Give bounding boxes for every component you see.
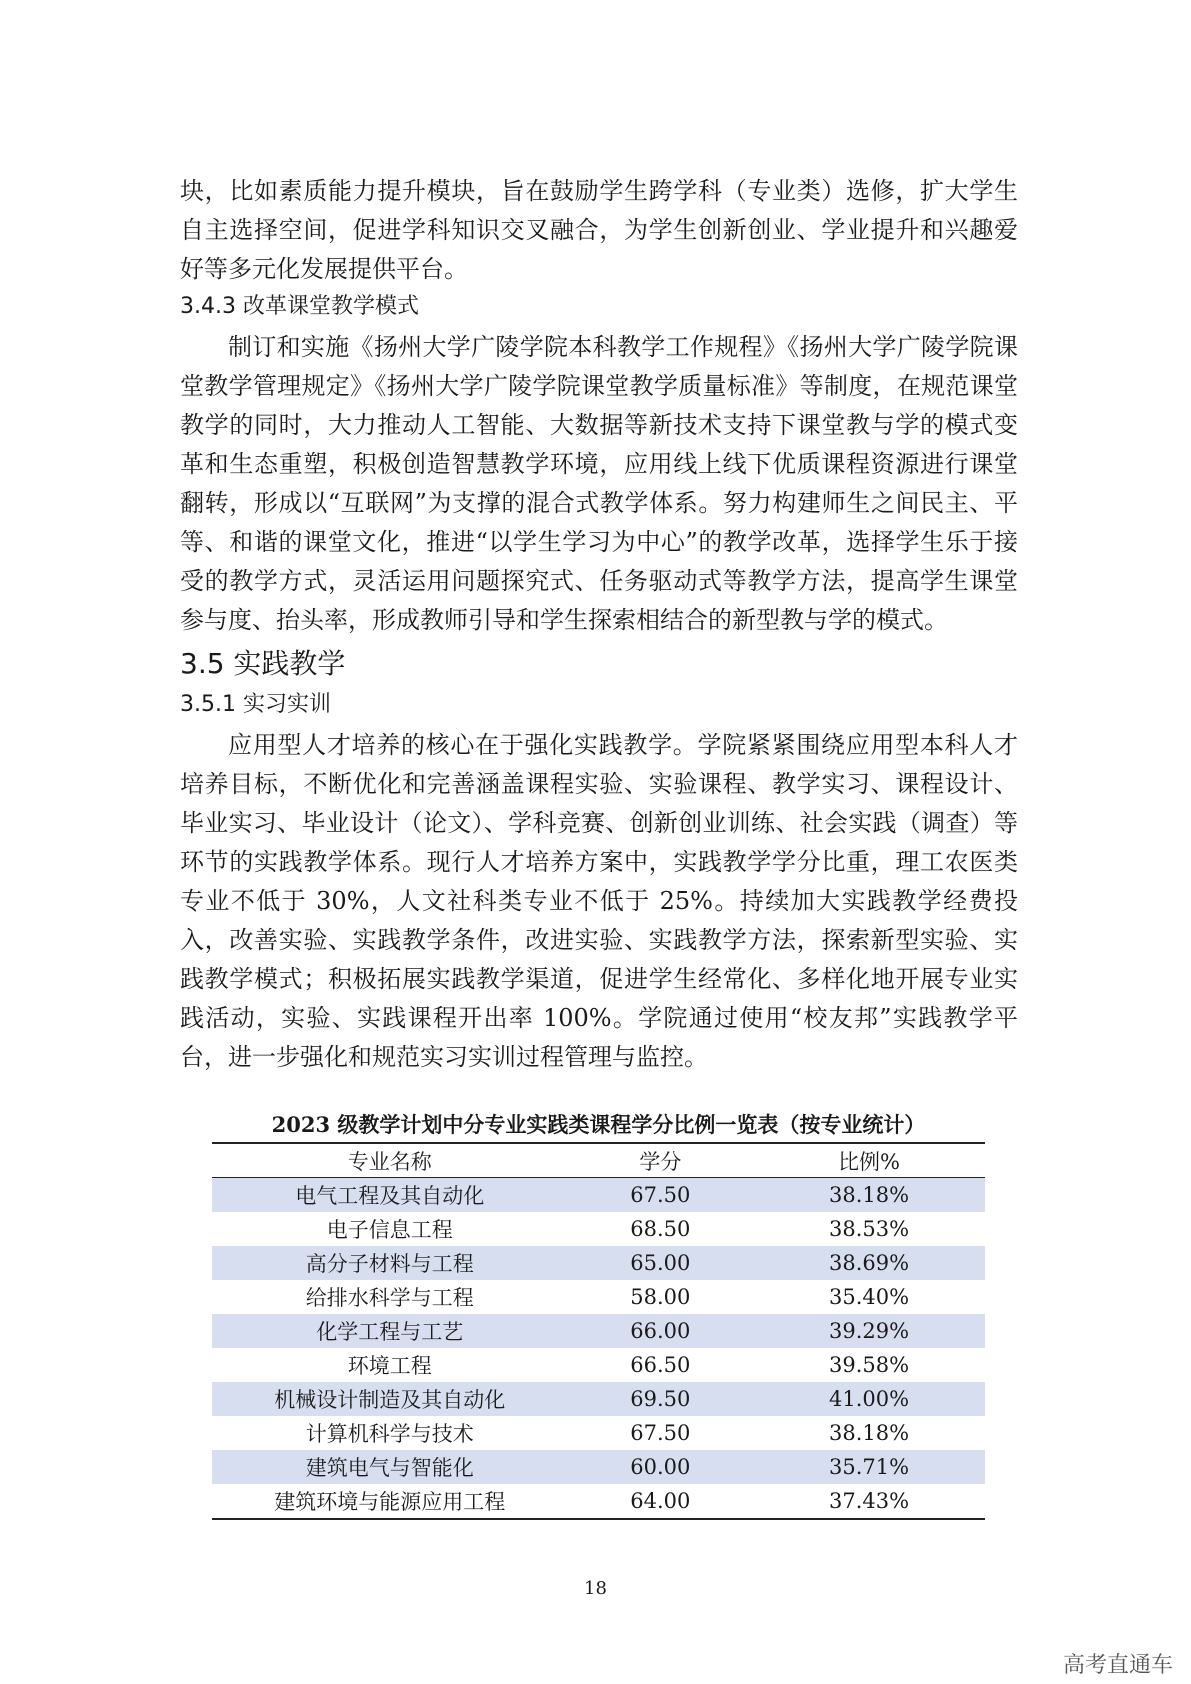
cell-ratio: 39.29% <box>753 1314 985 1348</box>
cell-major: 机械设计制造及其自动化 <box>212 1382 568 1416</box>
table-row <box>212 1280 985 1314</box>
table-row <box>212 1484 985 1519</box>
table-row <box>212 1314 985 1348</box>
cell-credit: 65.00 <box>568 1246 754 1280</box>
cell-major: 计算机科学与技术 <box>305 1422 474 1446</box>
credit-ratio-table-block <box>212 1110 985 1520</box>
cell-credit: 67.50 <box>568 1178 754 1213</box>
cell-major: 电气工程及其自动化 <box>212 1178 568 1213</box>
table-row <box>212 1178 985 1213</box>
cell-ratio: 37.43% <box>829 1489 910 1513</box>
cell-credit: 67.50 <box>630 1421 691 1445</box>
cell-credit: 69.50 <box>568 1382 754 1416</box>
cell-ratio: 38.53% <box>829 1217 910 1241</box>
cell-ratio: 38.18% <box>829 1421 910 1445</box>
cell-credit: 66.00 <box>568 1314 754 1348</box>
paragraph-classroom-reform: 制订和实施《扬州大学广陵学院本科教学工作规程》《扬州大学广陵学院课堂教学管理规定》《扬州大学广陵学院课堂教学质量标准》等制度，在规范课堂教学的同时，大力推动人工智能、大数据等新技术支持下课堂教与学的模式变革和生态重塑，积极创造智慧教学环境，应用线上线下优质课程资源进行课堂翻转，形成以“互联网”为支撑的混合式教学体系。努力构建师生之间民主、平等、和谐的课堂文化，推进“以学生学习为中心”的教学改革，选择学生乐于接受的教学方式，灵活运用问题探究式、任务驱动式等教学方法，提高学生课堂参与度、抬头率，形成教师引导和学生探索相结合的新型教与学的模式。 <box>180 333 1018 634</box>
section-heading-3-5-1: 3.5.1 实习实训 <box>180 692 331 717</box>
table-row <box>212 1450 985 1484</box>
table-row <box>212 1382 985 1416</box>
header-ratio: 比例% <box>753 1143 985 1178</box>
cell-credit: 58.00 <box>630 1285 691 1309</box>
cell-major: 环境工程 <box>347 1354 432 1378</box>
cell-credit: 64.00 <box>630 1489 691 1513</box>
paragraph-continuation: 块，比如素质能力提升模块，旨在鼓励学生跨学科（专业类）选修，扩大学生自主选择空间，促进学科知识交叉融合，为学生创新创业、学业提升和兴趣爱好等多元化发展提供平台。 <box>180 177 1018 283</box>
table-row <box>212 1416 985 1450</box>
cell-major: 高分子材料与工程 <box>212 1246 568 1280</box>
cell-ratio: 41.00% <box>753 1382 985 1416</box>
cell-credit: 66.50 <box>630 1353 691 1377</box>
cell-major: 电子信息工程 <box>326 1218 453 1242</box>
cell-credit: 60.00 <box>568 1450 754 1484</box>
cell-major: 建筑电气与智能化 <box>212 1450 568 1484</box>
cell-major: 建筑环境与能源应用工程 <box>274 1490 506 1514</box>
header-major-name: 专业名称 <box>212 1143 568 1178</box>
section-heading-3-4-3: 3.4.3 改革课堂教学模式 <box>180 294 419 319</box>
cell-ratio: 39.58% <box>829 1353 910 1377</box>
section-heading-3-5: 3.5 实践教学 <box>180 647 346 680</box>
document-body <box>180 172 1018 1077</box>
cell-major: 化学工程与工艺 <box>212 1314 568 1348</box>
header-credit: 学分 <box>568 1143 754 1178</box>
cell-major: 给排水科学与工程 <box>305 1286 474 1310</box>
table-row <box>212 1212 985 1246</box>
table-header-row <box>212 1143 985 1178</box>
page-number: 18 <box>584 1578 607 1599</box>
table-title: 2023 级教学计划中分专业实践类课程学分比例一览表（按专业统计） <box>271 1112 926 1137</box>
cell-ratio: 35.40% <box>829 1285 910 1309</box>
watermark-text: 高考直通车 <box>1062 1653 1173 1678</box>
credit-ratio-table <box>212 1142 985 1520</box>
paragraph-practice-teaching: 应用型人才培养的核心在于强化实践教学。学院紧紧围绕应用型本科人才培养目标，不断优化和完善涵盖课程实验、实验课程、教学实习、课程设计、毕业实习、毕业设计（论文）、学科竞赛、创新创业训练、社会实践（调查）等环节的实践教学体系。现行人才培养方案中，实践教学学分比重，理工农医类专业不低于 30%，人文社科类专业不低于 25%。持续加大实践教学经费投入，改善实验、实践教学条件，改进实验、实践教学方法，探索新型实验、实践教学模式；积极拓展实践教学渠道，促进学生经常化、多样化地开展专业实践活动，实验、实践课程开出率 100%。学院通过使用“校友邦”实践教学平台，进一步强化和规范实习实训过程管理与监控。 <box>180 731 1018 1071</box>
cell-ratio: 35.71% <box>753 1450 985 1484</box>
cell-ratio: 38.69% <box>753 1246 985 1280</box>
cell-ratio: 38.18% <box>753 1178 985 1213</box>
cell-credit: 68.50 <box>630 1217 691 1241</box>
table-row <box>212 1348 985 1382</box>
table-row <box>212 1246 985 1280</box>
